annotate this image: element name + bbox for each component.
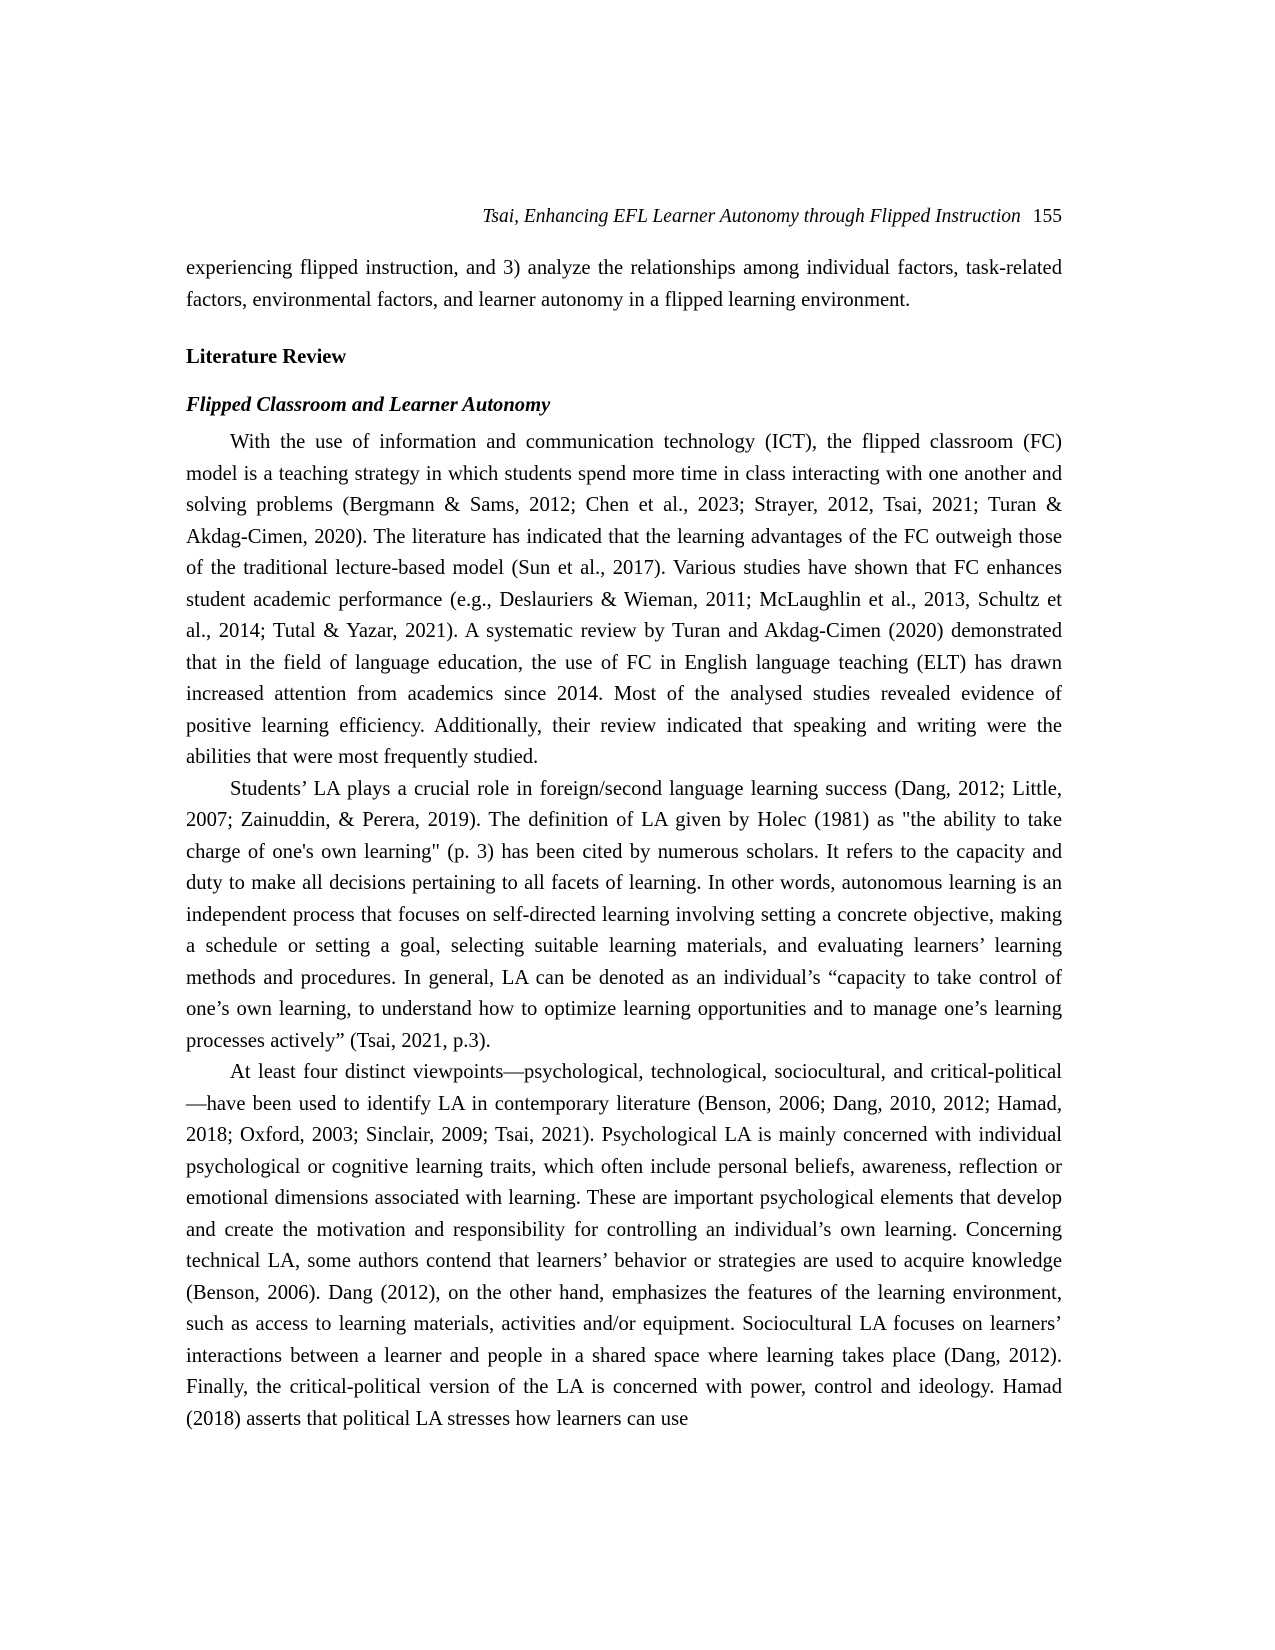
section-heading-literature-review: Literature Review (186, 346, 347, 368)
running-header (186, 205, 1062, 228)
subsection-heading-flipped-classroom: Flipped Classroom and Learner Autonomy (186, 393, 551, 416)
paragraph-fc-model: With the use of information and communication technology (ICT), the flipped classroom (FC) model is a teaching strategy in which students spend more time in class interacting with one another and solving problems (Bergmann & Sams, 2012; Chen et al., 2023; Strayer, 2012, Tsai, 2021; Turan & Akdag-Cimen, 2020). The literature has indicated that the learning advantages of the FC outweigh those of the traditional lecture-based model (Sun et al., 2017). Various studies have shown that FC enhances student academic performance (e.g., Deslauriers & Wieman, 2011; McLaughlin et al., 2013, Schultz et al., 2014; Tutal & Yazar, 2021). A systematic review by Turan and Akdag-Cimen (2020) demonstrated that in the field of language education, the use of FC in English language teaching (ELT) has drawn increased attention from academics since 2014. Most of the analysed studies revealed evidence of positive learning efficiency. Additionally, their review indicated that speaking and writing were the abilities that were most frequently studied. (186, 431, 1062, 768)
paragraph-viewpoints: At least four distinct viewpoints—psychological, technological, sociocultural, and critical-political—have been used to identify LA in contemporary literature (Benson, 2006; Dang, 2010, 2012; Hamad, 2018; Oxford, 2003; Sinclair, 2009; Tsai, 2021). Psychological LA is mainly concerned with individual psychological or cognitive learning traits, which often include personal beliefs, awareness, reflection or emotional dimensions associated with learning. These are important psychological elements that develop and create the motivation and responsibility for controlling an individual’s own learning. Concerning technical LA, some authors contend that learners’ behavior or strategies are used to acquire knowledge (Benson, 2006). Dang (2012), on the other hand, emphasizes the features of the learning environment, such as access to learning materials, activities and/or equipment. Sociocultural LA focuses on learners’ interactions between a learner and people in a shared space where learning takes place (Dang, 2012). Finally, the critical-political version of the LA is concerned with power, control and ideology. Hamad (2018) asserts that political LA stresses how learners can use (186, 1061, 1062, 1430)
running-header-title: Tsai, Enhancing EFL Learner Autonomy through Flipped Instruction (482, 206, 1021, 227)
paragraph-student-la: Students’ LA plays a crucial role in foreign/second language learning success (Dang, 2012; Little, 2007; Zainuddin, & Perera, 2019). The definition of LA given by Holec (1981) as "the ability to take charge of one's own learning" (p. 3) has been cited by numerous scholars. It refers to the capacity and duty to make all decisions pertaining to all facets of learning. In other words, autonomous learning is an independent process that focuses on self-directed learning involving setting a concrete objective, making a schedule or setting a goal, selecting suitable learning materials, and evaluating learners’ learning methods and procedures. In general, LA can be denoted as an individual’s “capacity to take control of one’s own learning, to understand how to optimize learning opportunities and to manage one’s learning processes actively” (Tsai, 2021, p.3). (186, 777, 1062, 1052)
paragraph-continued: experiencing flipped instruction, and 3) analyze the relationships among individual factors, task-related factors, environmental factors, and learner autonomy in a flipped learning environment. (186, 257, 1062, 311)
page-body (186, 253, 1062, 1435)
page-number: 155 (1032, 206, 1062, 227)
